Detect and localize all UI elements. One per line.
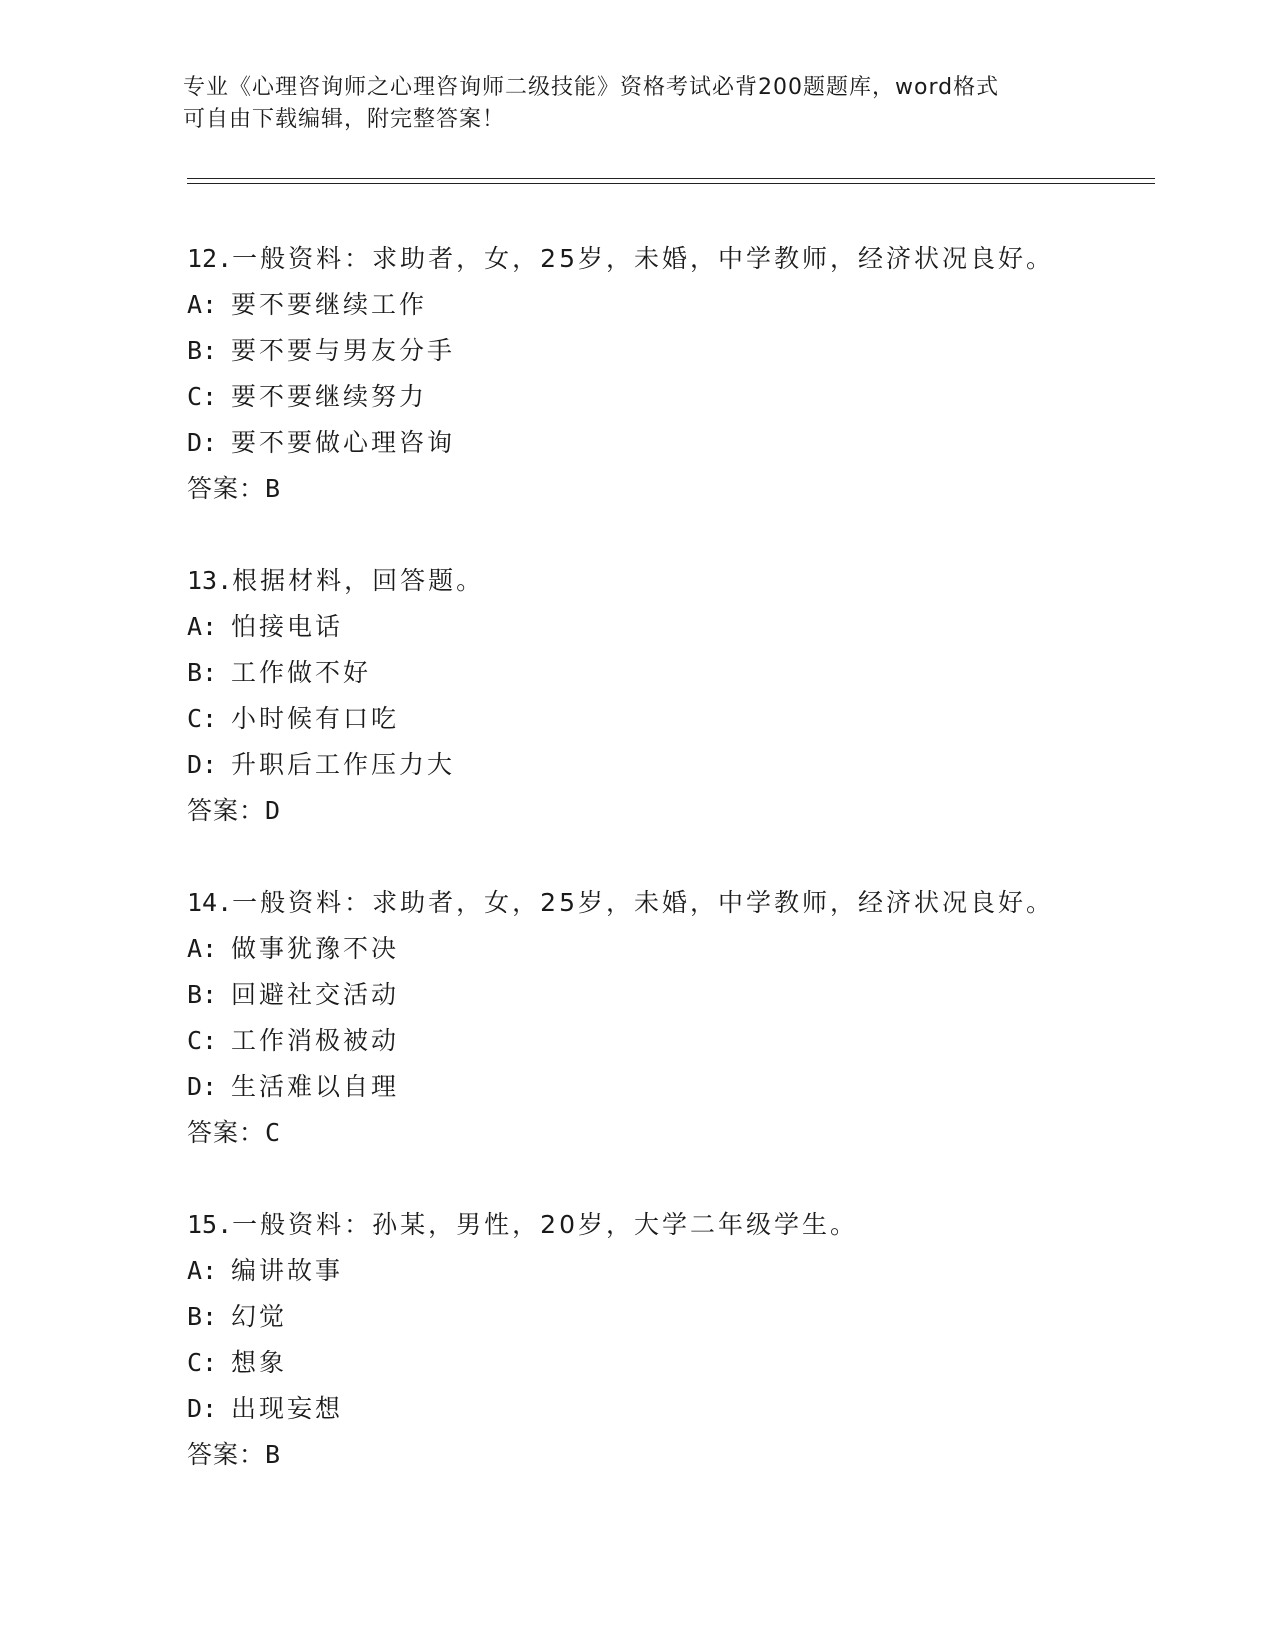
option-letter: C: xyxy=(187,704,218,733)
option-letter: D: xyxy=(187,1394,218,1423)
option-letter: C: xyxy=(187,382,218,411)
option-text: 做事犹豫不决 xyxy=(231,934,400,963)
option-d xyxy=(187,1386,1187,1432)
question-stem-text: 一般资料：孙某，男性，20岁，大学二年级学生。 xyxy=(232,1210,858,1239)
option-text: 要不要与男友分手 xyxy=(231,336,456,365)
option-letter: D: xyxy=(187,750,218,779)
option-text: 怕接电话 xyxy=(231,612,344,641)
option-text: 想象 xyxy=(231,1348,288,1377)
option-d xyxy=(187,420,1187,466)
answer-label: 答案： xyxy=(187,1440,266,1469)
option-text: 工作做不好 xyxy=(231,658,372,687)
option-c xyxy=(187,696,1187,742)
answer-value: B xyxy=(265,1440,282,1469)
question-stem xyxy=(187,1202,1187,1248)
option-text: 要不要继续努力 xyxy=(231,382,428,411)
question-12 xyxy=(187,236,1187,512)
option-letter: D: xyxy=(187,428,218,457)
option-b xyxy=(187,1294,1187,1340)
option-b xyxy=(187,972,1187,1018)
option-d xyxy=(187,742,1187,788)
option-a xyxy=(187,282,1187,328)
option-text: 要不要做心理咨询 xyxy=(231,428,456,457)
document-header xyxy=(183,72,1063,136)
question-stem-text: 一般资料：求助者，女，25岁，未婚，中学教师，经济状况良好。 xyxy=(232,888,1054,917)
option-text: 编讲故事 xyxy=(231,1256,344,1285)
question-stem xyxy=(187,880,1187,926)
option-letter: A: xyxy=(187,290,218,319)
option-c xyxy=(187,1018,1187,1064)
option-letter: B: xyxy=(187,1302,218,1331)
option-c xyxy=(187,1340,1187,1386)
header-divider-bottom xyxy=(187,183,1155,184)
answer-line xyxy=(187,466,1187,512)
option-letter: C: xyxy=(187,1026,218,1055)
header-line-2: 可自由下载编辑，附完整答案！ xyxy=(183,107,506,132)
option-letter: B: xyxy=(187,980,218,1009)
question-15 xyxy=(187,1202,1187,1478)
option-letter: A: xyxy=(187,934,218,963)
question-number: 14. xyxy=(187,888,233,917)
question-stem-text: 根据材料，回答题。 xyxy=(232,566,485,595)
option-b xyxy=(187,650,1187,696)
question-14 xyxy=(187,880,1187,1156)
answer-line xyxy=(187,788,1187,834)
option-text: 升职后工作压力大 xyxy=(231,750,456,779)
option-text: 要不要继续工作 xyxy=(231,290,428,319)
answer-label: 答案： xyxy=(187,1118,266,1147)
option-letter: C: xyxy=(187,1348,218,1377)
question-stem xyxy=(187,558,1187,604)
option-letter: A: xyxy=(187,612,218,641)
question-13 xyxy=(187,558,1187,834)
option-a xyxy=(187,926,1187,972)
header-divider-top xyxy=(187,178,1155,179)
option-letter: B: xyxy=(187,658,218,687)
option-text: 生活难以自理 xyxy=(231,1072,400,1101)
option-text: 幻觉 xyxy=(231,1302,288,1331)
answer-label: 答案： xyxy=(187,796,266,825)
answer-value: B xyxy=(265,474,282,503)
option-text: 小时候有口吃 xyxy=(231,704,400,733)
option-d xyxy=(187,1064,1187,1110)
option-text: 回避社交活动 xyxy=(231,980,400,1009)
option-letter: A: xyxy=(187,1256,218,1285)
option-letter: B: xyxy=(187,336,218,365)
question-number: 15. xyxy=(187,1210,233,1239)
question-number: 12. xyxy=(187,244,233,273)
answer-label: 答案： xyxy=(187,474,266,503)
option-letter: D: xyxy=(187,1072,218,1101)
option-b xyxy=(187,328,1187,374)
option-a xyxy=(187,604,1187,650)
question-stem xyxy=(187,236,1187,282)
answer-value: D xyxy=(265,796,282,825)
option-c xyxy=(187,374,1187,420)
question-stem-text: 一般资料：求助者，女，25岁，未婚，中学教师，经济状况良好。 xyxy=(232,244,1054,273)
question-number: 13. xyxy=(187,566,233,595)
option-a xyxy=(187,1248,1187,1294)
answer-line xyxy=(187,1432,1187,1478)
question-list xyxy=(187,236,1187,1524)
header-line-1: 专业《心理咨询师之心理咨询师二级技能》资格考试必背200题题库，word格式 xyxy=(183,75,1000,100)
option-text: 工作消极被动 xyxy=(231,1026,400,1055)
answer-value: C xyxy=(265,1118,282,1147)
answer-line xyxy=(187,1110,1187,1156)
option-text: 出现妄想 xyxy=(231,1394,344,1423)
